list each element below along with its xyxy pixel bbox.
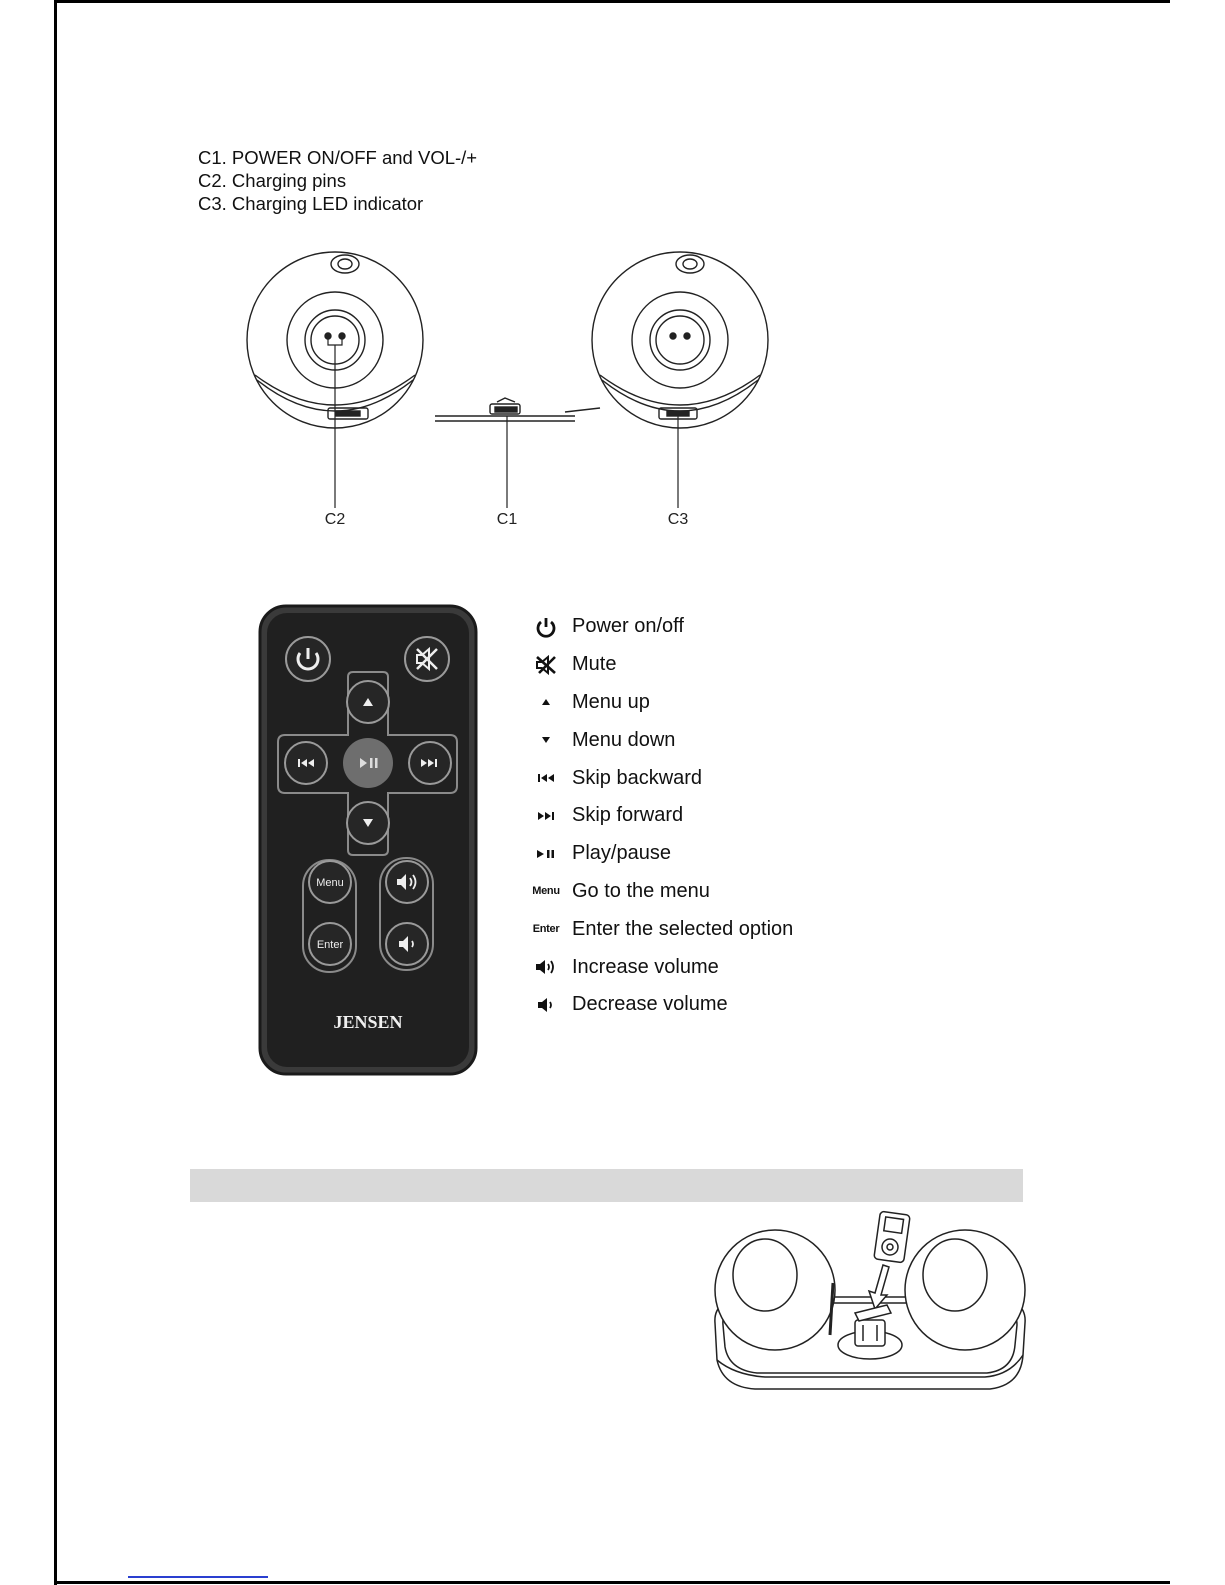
remote-menu-label: Menu — [316, 877, 344, 889]
remote-play-pause-button[interactable] — [343, 738, 393, 788]
legend-label: Enter the selected option — [572, 917, 794, 940]
legend-item — [525, 948, 793, 986]
remote-up-button[interactable] — [347, 681, 389, 723]
right-speaker — [592, 252, 768, 508]
legend-label: Go to the menu — [572, 879, 710, 902]
play-pause-icon — [525, 849, 567, 859]
legend-label: Power on/off — [572, 615, 684, 638]
power-icon — [525, 616, 567, 638]
triangle-up-icon — [525, 697, 567, 707]
legend-item — [525, 797, 793, 835]
skip-forward-icon — [525, 811, 567, 821]
label-c2: C2 — [324, 511, 346, 528]
page-border-top — [54, 0, 1170, 3]
legend-item — [525, 986, 793, 1024]
legend-label: Skip forward — [572, 804, 684, 827]
legend-label: Menu up — [572, 690, 650, 713]
legend-item — [525, 608, 793, 646]
enter-text-icon — [525, 923, 567, 935]
menu-text-label: Menu — [532, 885, 560, 898]
legend-label: Menu down — [572, 728, 676, 751]
remote-mute-button[interactable] — [405, 637, 449, 681]
page-border-bottom — [54, 1581, 1170, 1584]
legend-label: Skip backward — [572, 766, 703, 789]
legend-label: Decrease volume — [572, 993, 728, 1016]
mute-icon — [525, 655, 567, 675]
callout-list — [198, 146, 477, 215]
label-c1: C1 — [496, 511, 518, 528]
legend-item — [525, 646, 793, 684]
triangle-down-icon — [525, 735, 567, 745]
legend-item — [525, 910, 793, 948]
enter-text-label: Enter — [532, 923, 560, 936]
label-c3: C3 — [667, 511, 689, 528]
remote-menu-button[interactable] — [309, 861, 351, 903]
legend-item — [525, 759, 793, 797]
dock-illustration — [705, 1205, 1035, 1400]
legend-label: Play/pause — [572, 842, 671, 865]
remote-skip-back-button[interactable] — [285, 742, 327, 784]
skip-backward-icon — [525, 773, 567, 783]
legend-label: Mute — [572, 653, 617, 676]
remote-volume-up-button[interactable] — [386, 861, 428, 903]
section-heading-bar — [190, 1169, 1023, 1202]
remote-skip-forward-button[interactable] — [409, 742, 451, 784]
legend-item — [525, 873, 793, 911]
remote-brand-logo: JENSEN — [333, 1012, 403, 1032]
remote-down-button[interactable] — [347, 802, 389, 844]
legend-item — [525, 835, 793, 873]
page-border-left — [54, 0, 57, 1585]
remote-control — [255, 600, 485, 1080]
remote-volume-down-button[interactable] — [386, 923, 428, 965]
legend-label: Increase volume — [572, 955, 719, 978]
speaker-diagram — [235, 240, 795, 540]
power-switch — [435, 398, 600, 508]
menu-text-icon — [525, 885, 567, 897]
remote-enter-label: Enter — [316, 939, 344, 951]
button-legend — [525, 608, 793, 1024]
remote-enter-button[interactable] — [309, 923, 351, 965]
callout-c1: C1. POWER ON/OFF and VOL-/+ — [198, 147, 478, 168]
legend-item — [525, 684, 793, 722]
volume-up-icon — [525, 959, 567, 975]
legend-item — [525, 721, 793, 759]
callout-c3: C3. Charging LED indicator — [198, 193, 424, 214]
footer-link-underline[interactable] — [128, 1576, 268, 1578]
remote-power-button[interactable] — [286, 637, 330, 681]
callout-c2: C2. Charging pins — [198, 170, 347, 191]
volume-down-icon — [525, 997, 567, 1013]
